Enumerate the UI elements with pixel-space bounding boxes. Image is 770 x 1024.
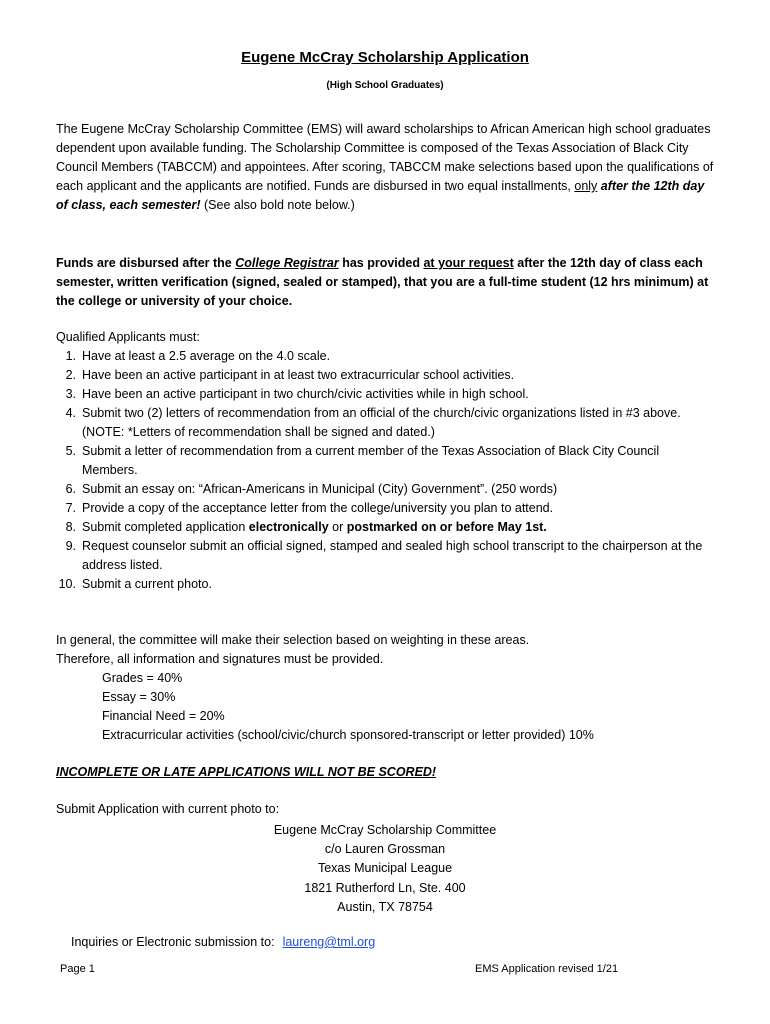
item-number: 9. <box>65 539 76 553</box>
list-item <box>56 575 716 594</box>
list-item <box>56 366 716 385</box>
item-text: Submit a letter of recommendation from a current member of the Texas Association of Black City Council Members. <box>82 444 660 477</box>
requirements-list <box>56 347 716 594</box>
page-title: Eugene McCray Scholarship Application <box>241 49 529 66</box>
general-line-1: In general, the committee will make their selection based on weighting in these areas. <box>56 633 530 647</box>
intro-paragraph <box>56 120 716 215</box>
funds-registrar: College Registrar <box>235 256 339 270</box>
item-text: Submit a current photo. <box>82 577 212 591</box>
intro-only: only <box>574 179 598 193</box>
list-item <box>56 518 716 537</box>
item-number: 2. <box>65 368 76 382</box>
list-item <box>56 404 716 442</box>
item-text: Provide a copy of the acceptance letter from the college/university you plan to attend. <box>82 501 554 515</box>
funds-note <box>56 254 716 311</box>
qualified-section <box>56 328 716 594</box>
item-number: 6. <box>65 482 76 496</box>
address-line: Austin, TX 78754 <box>337 899 433 914</box>
item-text: Submit two (2) letters of recommendation from an official of the church/civic organizations listed in #3 above. (NOTE: *Letters of recommendation shall be signed and dated.) <box>82 406 681 439</box>
weighting-section <box>56 631 716 745</box>
funds-request: at your request <box>423 256 514 270</box>
weight-grades: Grades = 40% <box>102 671 183 685</box>
page-number: Page 1 <box>60 963 95 975</box>
inquiries-label: Inquiries or Electronic submission to: <box>71 935 275 949</box>
list-item <box>56 499 716 518</box>
list-item <box>56 480 716 499</box>
weight-extracurricular: Extracurricular activities (school/civic/church sponsored-transcript or letter provided) 10% <box>102 728 594 742</box>
item-text-mid: or <box>328 520 347 534</box>
item-bold-deadline: postmarked on or before May 1st. <box>346 520 547 534</box>
item-text: Request counselor submit an official signed, stamped and sealed high school transcript to the chairperson at the address listed. <box>82 539 703 572</box>
item-number: 7. <box>65 501 76 515</box>
item-number: 4. <box>65 406 76 420</box>
weights-list <box>56 669 716 745</box>
list-item <box>56 347 716 366</box>
intro-emphasis: after the 12th day of class, each semester! <box>56 179 705 212</box>
list-item <box>56 537 716 575</box>
item-number: 1. <box>65 349 76 363</box>
qualified-heading: Qualified Applicants must: <box>56 330 200 344</box>
address-line: c/o Lauren Grossman <box>324 842 446 857</box>
general-line-2: Therefore, all information and signatures must be provided. <box>56 652 384 666</box>
intro-text: The Eugene McCray Scholarship Committee (EMS) will award scholarships to African American high school graduates dependent upon available funding. The Scholarship Committee is composed of the Texas Association of Black City Council Members (TABCCM) and appointees. After scoring, TABCCM make selections based upon the qualifications of each applicant and the applicants are notified. Funds are disbursed in two equal installments, <box>56 122 714 193</box>
funds-part3: after the 12th day of class each semester, written verification (signed, sealed or stamped), that you are a full-time student (12 hrs minimum) at the college or university of your choice. <box>56 256 709 308</box>
address-line: Texas Municipal League <box>317 861 453 876</box>
item-number: 5. <box>65 444 76 458</box>
item-text: Submit an essay on: “African-Americans in Municipal (City) Government”. (250 words) <box>82 482 558 496</box>
item-number: 8. <box>65 520 76 534</box>
address-line: Eugene McCray Scholarship Committee <box>273 823 497 837</box>
item-number: 3. <box>65 387 76 401</box>
revision-note: EMS Application revised 1/21 <box>475 963 619 975</box>
intro-tail: (See also bold note below.) <box>200 198 355 212</box>
item-text: Have been an active participant in two church/civic activities while in high school. <box>82 387 529 401</box>
funds-part1: Funds are disbursed after the <box>56 256 236 270</box>
weight-financial-need: Financial Need = 20% <box>102 709 225 723</box>
item-bold-electronically: electronically <box>248 520 329 534</box>
weight-essay: Essay = 30% <box>102 690 176 704</box>
address-line: 1821 Rutherford Ln, Ste. 400 <box>304 880 466 895</box>
submit-label: Submit Application with current photo to: <box>56 802 280 816</box>
funds-part2: has provided <box>338 256 424 270</box>
item-text: Have been an active participant in at least two extracurricular school activities. <box>82 368 515 382</box>
late-warning: INCOMPLETE OR LATE APPLICATIONS WILL NOT BE SCORED! <box>56 765 437 779</box>
item-text: Have at least a 2.5 average on the 4.0 scale. <box>82 349 331 363</box>
list-item <box>56 385 716 404</box>
email-link[interactable]: laureng@tml.org <box>282 935 376 949</box>
item-text: Submit completed application <box>82 520 249 534</box>
inquiries-line <box>71 935 375 949</box>
list-item <box>56 442 716 480</box>
page-subtitle: (High School Graduates) <box>326 80 444 91</box>
mailing-address <box>0 821 770 917</box>
item-number: 10. <box>58 577 76 591</box>
